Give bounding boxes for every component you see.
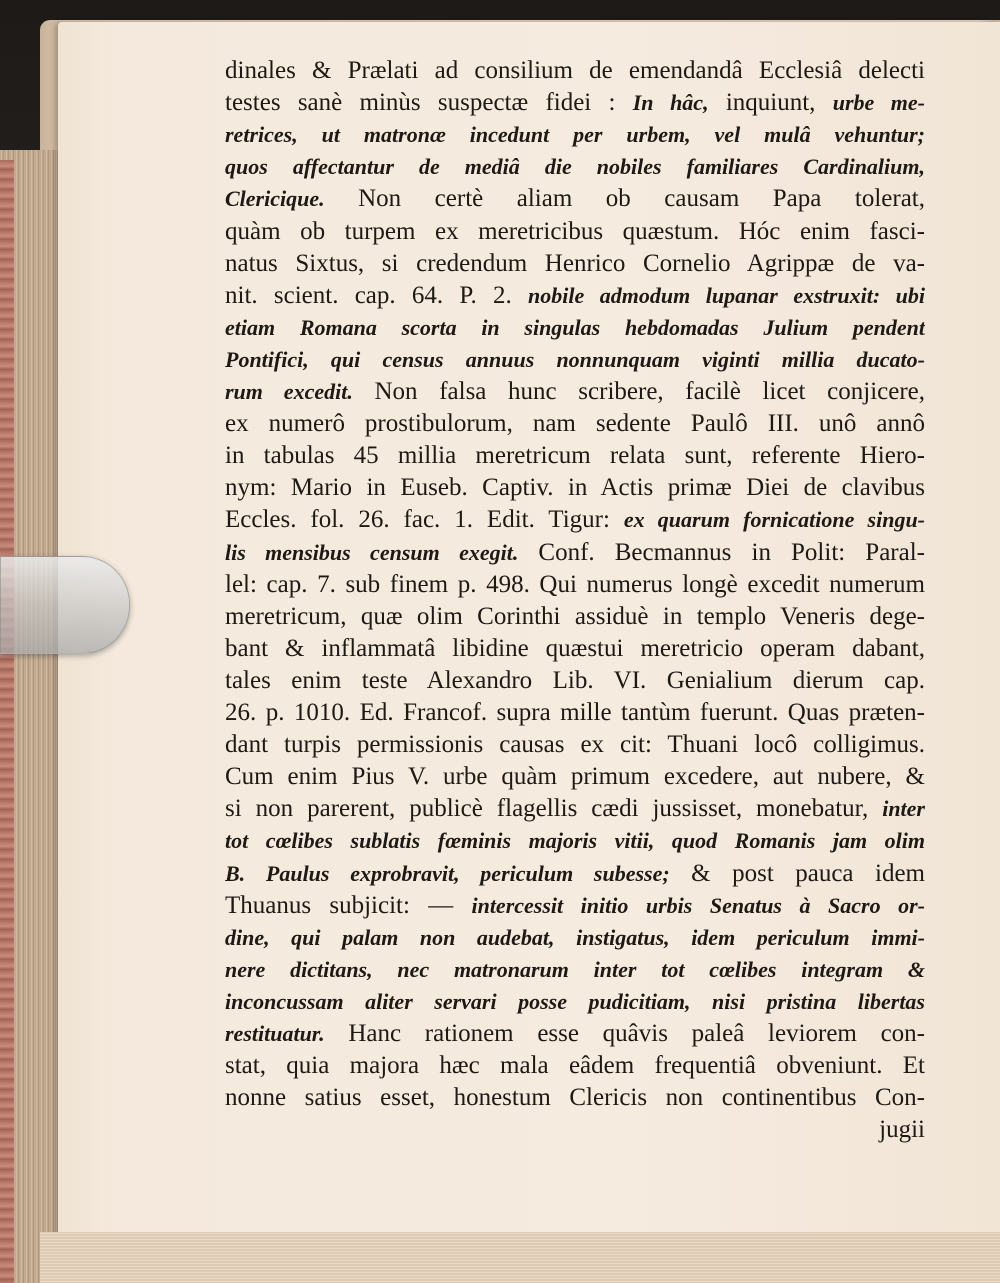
italic-text: rum excedit. (225, 379, 353, 404)
italic-text: dine, qui palam non audebat, instigatus, idem periculum immi- (225, 924, 925, 950)
text-line (225, 119, 925, 151)
roman-text: Eccles. fol. 26. fac. 1. Edit. Tigur: (225, 506, 624, 534)
text-line (225, 729, 925, 761)
text-line (225, 858, 925, 890)
italic-text: In hâc, (632, 90, 709, 116)
roman-text: dant turpis permissionis causas ex cit: Thuani locô colligimus. (225, 731, 925, 759)
text-line (225, 440, 925, 472)
text-line (225, 890, 925, 922)
roman-text: Cum enim Pius V. urbe quàm primum excedere, aut nubere, & (225, 763, 925, 791)
roman-text: quàm ob turpem ex meretricibus quæstum. Hóc enim fasci- (225, 217, 925, 245)
book-red-edge (0, 160, 14, 1283)
italic-text: ex quarum fornicatione singu- (623, 507, 925, 533)
page-clip (0, 556, 130, 654)
text-line (225, 922, 925, 954)
italic-text: urbe me- (832, 90, 925, 116)
italic-text: Clericique. (225, 186, 325, 212)
italic-text: etiam Romana scorta in singulas hebdomadas Julium pendent (225, 314, 925, 340)
roman-text: bant & inflammatâ libidine quæstui meretricio operam dabant, (225, 634, 925, 662)
text-line (225, 601, 925, 633)
roman-text: Non certè aliam ob causam Papa tolerat, (324, 185, 925, 213)
catchword: jugii (879, 1116, 925, 1144)
text-line (225, 151, 925, 183)
roman-text: natus Sixtus, si credendum Henrico Cornelio Agrippæ de va- (225, 249, 925, 277)
text-line (225, 55, 925, 87)
roman-text: testes sanè minùs suspectæ fidei : (225, 89, 633, 117)
text-line (225, 312, 925, 344)
roman-text: tales enim teste Alexandro Lib. VI. Genialium dierum cap. (225, 666, 925, 694)
text-line (225, 216, 925, 248)
italic-text: lis mensibus censum exegit. (225, 539, 519, 565)
roman-text: dinales & Prælati ad consilium de emendandâ Ecclesiâ delecti (225, 57, 925, 84)
text-line (225, 697, 925, 729)
text-line (225, 472, 925, 504)
italic-text: retrices, ut matronæ incedunt per urbem, vel mulâ vehuntur; (225, 122, 925, 148)
text-line (225, 183, 925, 215)
italic-text: inter (882, 796, 925, 822)
text-line (225, 665, 925, 697)
text-line (225, 87, 925, 119)
text-line (225, 825, 925, 857)
text-line (225, 986, 925, 1018)
text-line (225, 504, 925, 536)
roman-text: ex numerô prostibulorum, nam sedente Paulô III. unô annô (225, 410, 925, 438)
roman-text: nit. scient. cap. 64. P. 2. (225, 281, 529, 309)
roman-text: Hanc rationem esse quâvis paleâ leviorem con- (324, 1020, 925, 1047)
italic-text: quos affectantur de mediâ die nobiles familiares Cardinalium, (225, 154, 925, 180)
text-line (225, 248, 925, 280)
text-line (225, 793, 925, 825)
roman-text: Conf. Becmannus in Polit: Paral- (518, 538, 925, 566)
italic-text: B. Paulus exprobravit, periculum subesse; (225, 860, 670, 886)
roman-text: stat, quia majora hæc mala eâdem frequentiâ obveniunt. Et (225, 1052, 925, 1080)
text-line (225, 537, 925, 569)
roman-text: meretricum, quæ olim Corinthi assiduè in templo Veneris dege- (225, 602, 925, 630)
text-line (225, 1082, 925, 1114)
text-line (225, 569, 925, 601)
roman-text: inquiunt, (708, 89, 833, 117)
text-line (225, 1050, 925, 1082)
text-line (225, 1018, 925, 1050)
text-line (225, 376, 925, 408)
roman-text: Thuanus subjicit: — (225, 891, 472, 919)
italic-text: intercessit initio urbis Senatus à Sacro or- (471, 892, 925, 918)
text-line (225, 344, 925, 376)
text-line (225, 408, 925, 440)
text-line (225, 954, 925, 986)
text-line (225, 633, 925, 665)
page-bottom-edge (40, 1232, 1000, 1283)
italic-text: nere dictitans, nec matronarum inter tot cœlibes integram & (225, 956, 925, 982)
italic-text: restituatur. (225, 1021, 325, 1046)
italic-text: Pontifici, qui census annuus nonnunquam viginti millia ducato- (225, 346, 925, 372)
italic-text: inconcussam aliter servari posse pudicitiam, nisi pristina libertas (225, 988, 925, 1014)
roman-text: in tabulas 45 millia meretricum relata sunt, referente Hiero- (225, 442, 925, 470)
roman-text: Non falsa hunc scribere, facilè licet conjicere, (352, 378, 925, 405)
roman-text: si non parerent, publicè flagellis cædi jussisset, monebatur, (225, 795, 883, 823)
text-line (225, 761, 925, 793)
text-line (225, 280, 925, 312)
italic-text: tot cœlibes sublatis fœminis majoris vitii, quod Romanis jam olim (225, 828, 925, 854)
roman-text: nym: Mario in Euseb. Captiv. in Actis primæ Diei de clavibus (225, 474, 925, 502)
roman-text: lel: cap. 7. sub finem p. 498. Qui numerus longè excedit numerum (225, 570, 925, 598)
roman-text: nonne satius esset, honestum Clericis non continentibus Con- (225, 1084, 925, 1112)
roman-text: & post pauca idem (669, 859, 925, 887)
roman-text: 26. p. 1010. Ed. Francof. supra mille tantùm fuerunt. Quas præten- (225, 699, 925, 726)
italic-text: nobile admodum lupanar exstruxit: ubi (528, 282, 925, 308)
